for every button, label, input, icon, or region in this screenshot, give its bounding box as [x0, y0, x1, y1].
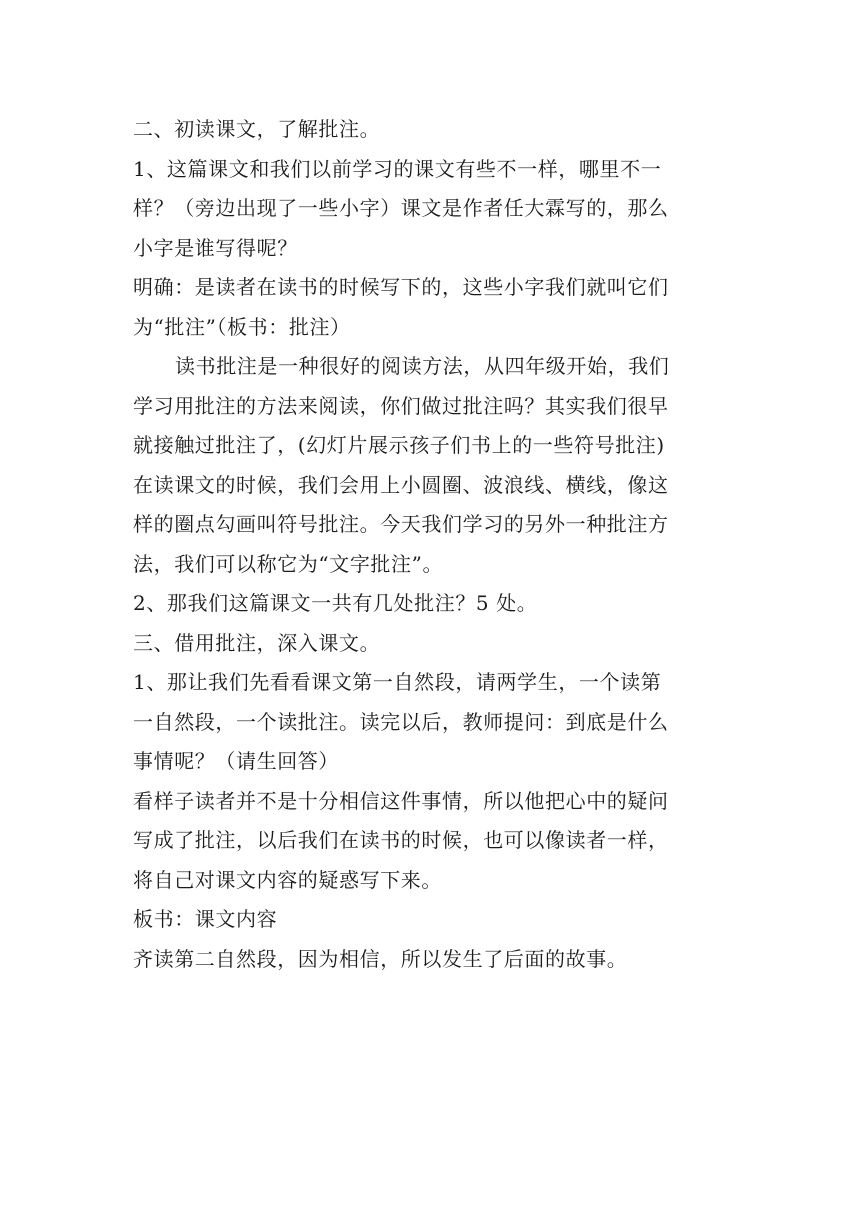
paragraph-question-1 — [133, 150, 733, 269]
text-line: 看样子读者并不是十分相信这件事情，所以他把心中的疑问 — [133, 788, 669, 813]
text-line: 法，我们可以称它为“文字批注”。 — [133, 551, 444, 576]
paragraph-annotation-method — [133, 347, 733, 584]
text-line: 一自然段，一个读批注。读完以后，教师提问：到底是什么 — [133, 709, 669, 734]
text-line: 读书批注是一种很好的阅读方法，从四年级开始，我们 — [175, 354, 670, 378]
text-line: 三、借用批注，深入课文。 — [133, 630, 381, 655]
text-line: 小字是谁写得呢？ — [133, 235, 298, 260]
paragraph-board-note — [133, 900, 733, 940]
paragraph-reader-doubt — [133, 782, 733, 901]
text-line: 2、那我们这篇课文一共有几处批注？5 处。 — [133, 591, 538, 615]
text-line: 学习用批注的方法来阅读，你们做过批注吗？其实我们很早 — [133, 393, 669, 418]
document-page — [133, 110, 733, 979]
paragraph-step-1 — [133, 663, 733, 782]
heading-section-two — [133, 110, 733, 150]
paragraph-question-2 — [133, 584, 733, 624]
text-line: 样的圈点勾画叫符号批注。今天我们学习的另外一种批注方 — [133, 512, 669, 536]
text-line: 将自己对课文内容的疑惑写下来。 — [133, 867, 442, 892]
text-line: 二、初读课文，了解批注。 — [133, 117, 381, 141]
text-line: 明确：是读者在读书的时候写下的，这些小字我们就叫它们 — [133, 275, 669, 299]
paragraph-clarification — [133, 268, 733, 347]
text-line: 事情呢？（请生回答） — [133, 749, 339, 773]
paragraph-read-second — [133, 940, 733, 980]
text-line: 在读课文的时候，我们会用上小圆圈、波浪线、横线，像这 — [133, 472, 669, 497]
text-line: 1、这篇课文和我们以前学习的课文有些不一样，哪里不一 — [133, 156, 662, 181]
text-line: 板书：课文内容 — [133, 907, 278, 931]
heading-section-three — [133, 624, 733, 664]
text-line: 齐读第二自然段，因为相信，所以发生了后面的故事。 — [133, 946, 628, 971]
text-line: 就接触过批注了，(幻灯片展示孩子们书上的一些符号批注) — [133, 433, 665, 457]
text-line: 写成了批注，以后我们在读书的时候，也可以像读者一样， — [133, 828, 669, 852]
text-line: 为“批注”（板书：批注） — [133, 314, 351, 339]
text-line: 1、那让我们先看看课文第一自然段，请两学生，一个读第 — [133, 670, 662, 694]
text-line: 样？（旁边出现了一些小字）课文是作者任大霖写的，那么 — [133, 196, 669, 220]
